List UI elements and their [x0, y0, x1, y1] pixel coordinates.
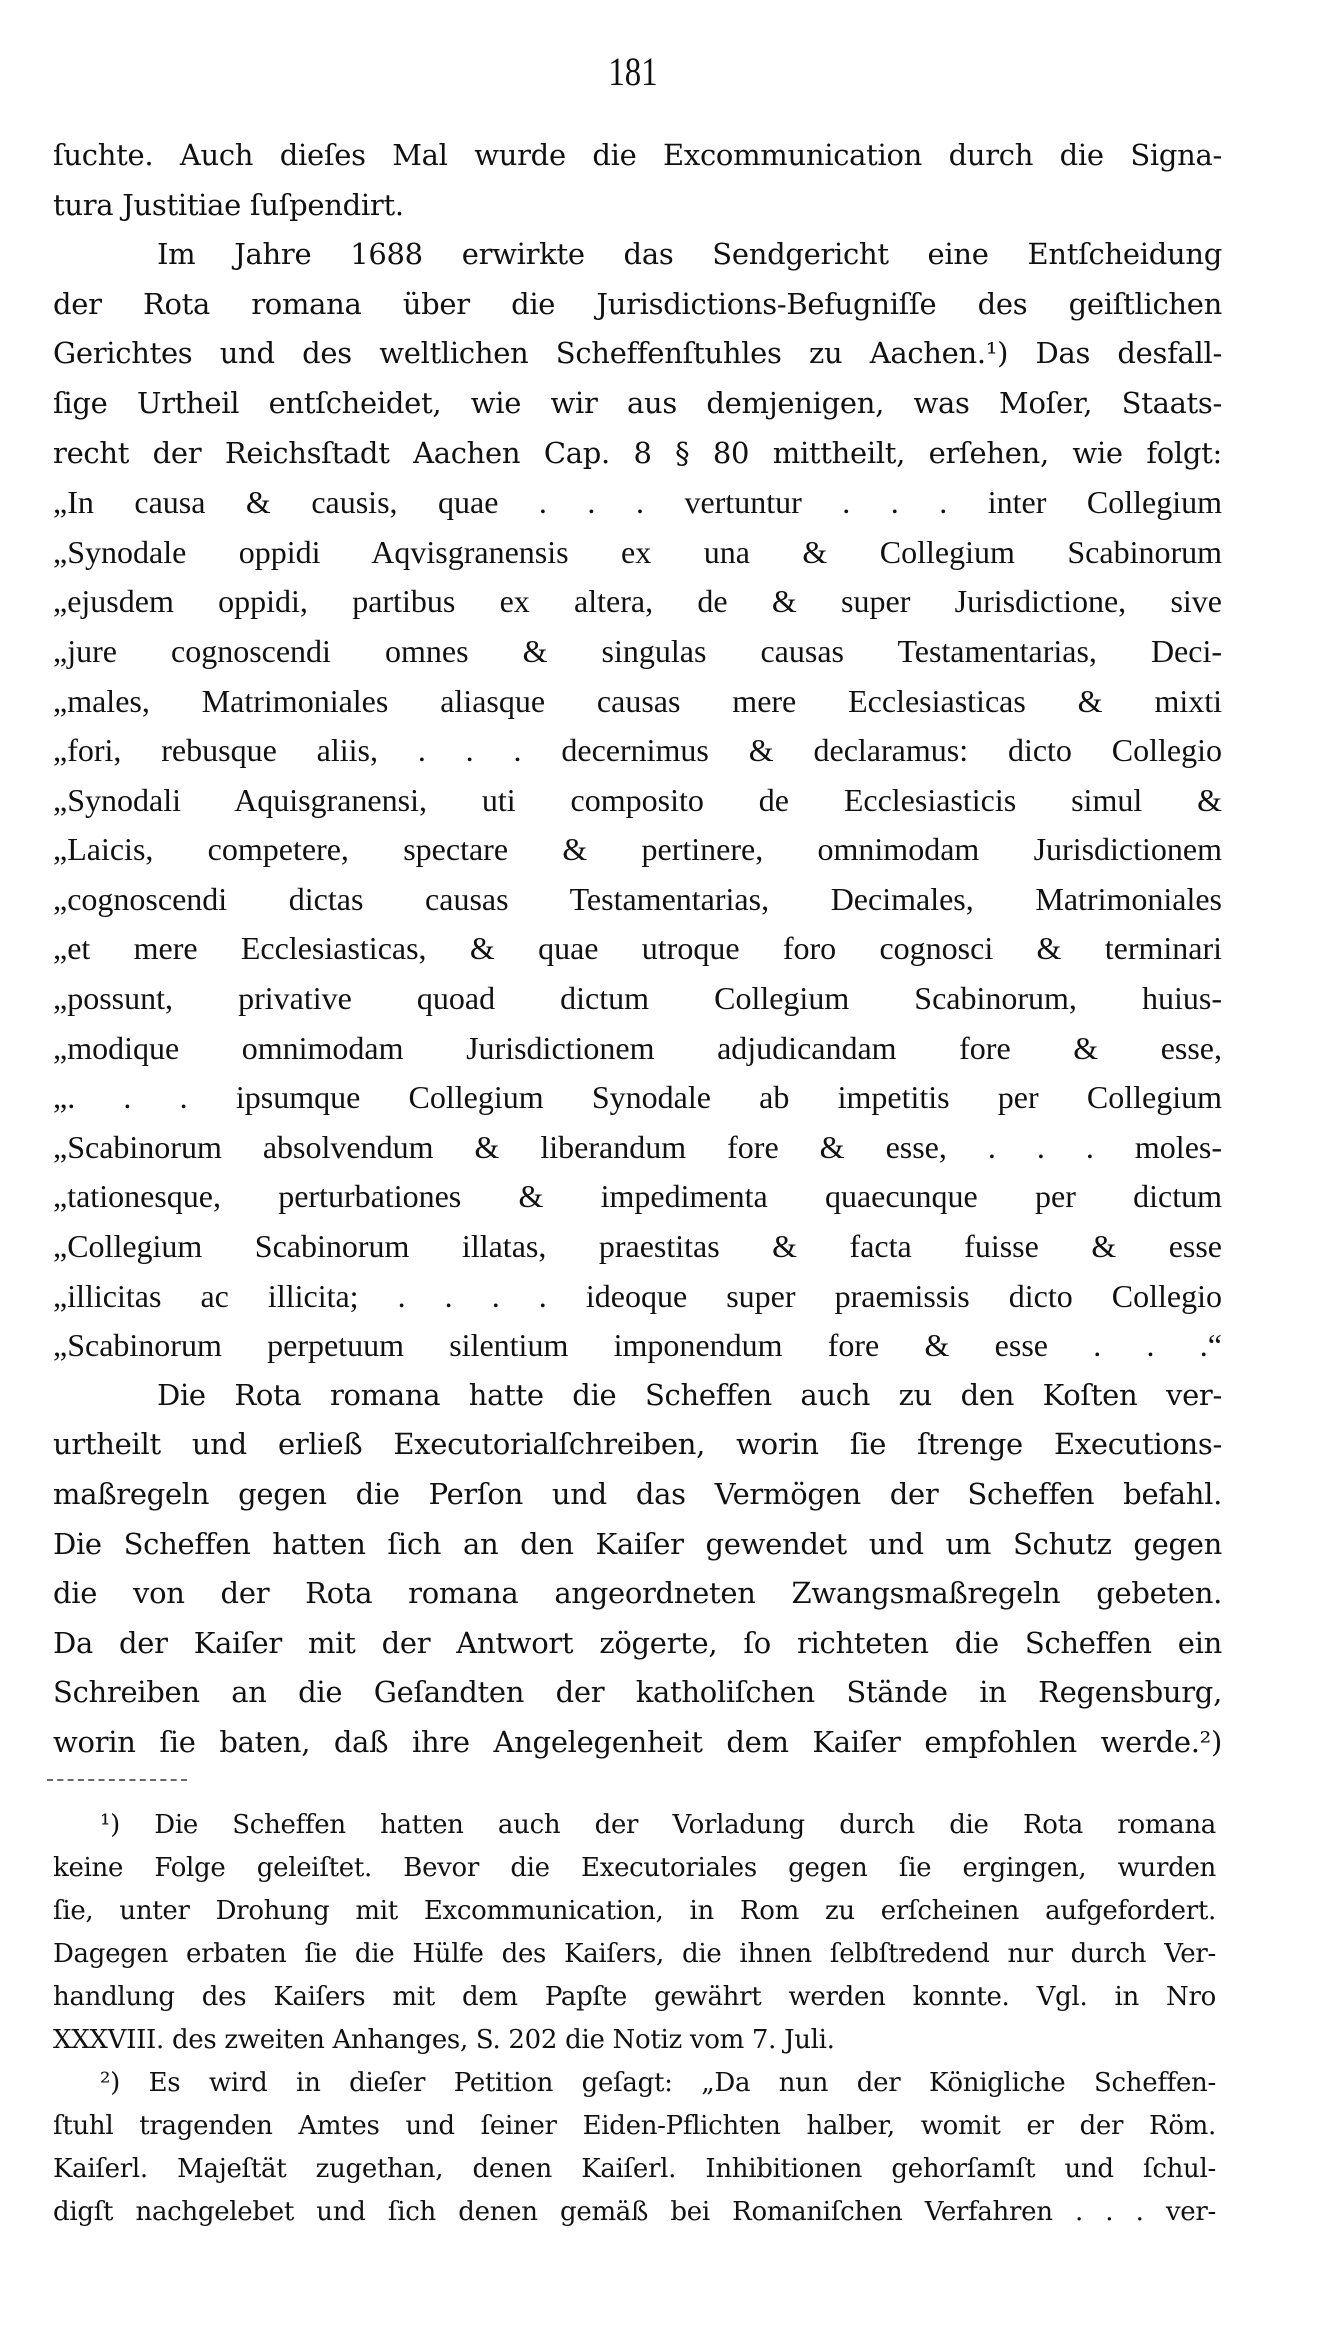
footnote-line-text: ²) Es wird in dieſer Petition geſagt: „Da nun der Königliche Scheffen- [100, 2068, 1216, 2098]
body-line-19 [53, 1026, 1222, 1070]
footnote-line-text: ¹) Die Scheffen hatten auch der Vorladung durch die Rota romana [100, 1810, 1216, 1840]
body-line-text: maßregeln gegen die Perſon und das Vermögen der Scheffen befahl. [53, 1477, 1222, 1511]
footnote-separator [47, 1779, 187, 1781]
body-line-23 [53, 1224, 1222, 1268]
body-line-text: Gerichtes und des weltlichen Scheffenſtuhles zu Aachen.¹) Das desfall- [53, 336, 1222, 370]
body-line-text: Im Jahre 1688 erwirkte das Sendgericht eine Entſcheidung [157, 237, 1222, 271]
body-line-text: „Scabinorum perpetuum silentium imponendum fore & esse . . .“ [53, 1327, 1222, 1363]
page-number: 181 [608, 49, 658, 94]
body-line-text: „Collegium Scabinorum illatas, praestitas & facta fuisse & esse [53, 1228, 1222, 1264]
body-line-21 [53, 1125, 1222, 1169]
body-line-text: der Rota romana über die Jurisdictions-Befugniſſe des geiſtlichen [53, 287, 1222, 321]
body-line-29 [53, 1522, 1222, 1566]
body-line-30 [53, 1571, 1222, 1615]
body-line-text: Die Scheffen hatten ſich an den Kaiſer gewendet und um Schutz gegen [53, 1527, 1222, 1561]
footnote-1-line-5 [53, 1977, 1216, 2017]
body-line-text: „. . . ipsumque Collegium Synodale ab impetitis per Collegium [53, 1079, 1222, 1115]
body-line-11 [53, 629, 1222, 673]
body-line-text: Schreiben an die Geſandten der katholiſchen Stände in Regensburg, [53, 1675, 1222, 1709]
body-line-text: „males, Matrimoniales aliasque causas mere Ecclesiasticas & mixti [53, 683, 1222, 719]
body-line-text: die von der Rota romana angeordneten Zwangsmaßregeln gebeten. [53, 1576, 1222, 1610]
footnote-1-line-6 [53, 2020, 1216, 2060]
body-line-3 [157, 232, 1222, 276]
body-line-33 [53, 1720, 1222, 1764]
body-line-17 [53, 926, 1222, 970]
body-line-26 [157, 1373, 1222, 1417]
body-line-18 [53, 976, 1222, 1020]
body-line-27 [53, 1422, 1222, 1466]
body-line-10 [53, 579, 1222, 623]
body-line-text: „tationesque, perturbationes & impedimenta quaecunque per dictum [53, 1178, 1222, 1214]
body-line-text: „fori, rebusque aliis, . . . decernimus & declaramus: dicto Collegio [53, 732, 1222, 768]
body-line-text: ſuchte. Auch dieſes Mal wurde die Excommunication durch die Signa- [53, 138, 1222, 172]
body-line-6 [53, 381, 1222, 425]
body-line-32 [53, 1670, 1222, 1714]
body-line-text: tura Justitiae ſuſpendirt. [53, 188, 404, 222]
footnote-line-text: ſie, unter Drohung mit Excommunication, in Rom zu erſcheinen aufgefordert. [53, 1896, 1216, 1926]
body-line-text: „ejusdem oppidi, partibus ex altera, de & super Jurisdictione, sive [53, 583, 1222, 619]
body-line-14 [53, 778, 1222, 822]
body-line-15 [53, 827, 1222, 871]
body-line-text: ſige Urtheil entſcheidet, wie wir aus demjenigen, was Moſer, Staats- [53, 386, 1222, 420]
body-line-text: „jure cognoscendi omnes & singulas causas Testamentarias, Deci- [53, 633, 1222, 669]
body-line-22 [53, 1174, 1222, 1218]
body-line-text: Da der Kaiſer mit der Antwort zögerte, ſo richteten die Scheffen ein [53, 1626, 1222, 1660]
footnote-2-line-2 [53, 2106, 1216, 2146]
body-line-20 [53, 1075, 1222, 1119]
body-line-text: urtheilt und erließ Executorialſchreiben, worin ſie ſtrenge Executions- [53, 1427, 1222, 1461]
footnote-line-text: digſt nachgelebet und ſich denen gemäß bei Romaniſchen Verfahren . . . ver- [53, 2197, 1216, 2227]
body-line-text: „modique omnimodam Jurisdictionem adjudicandam fore & esse, [53, 1030, 1222, 1066]
body-line-text: worin ſie baten, daß ihre Angelegenheit dem Kaiſer empfohlen werde.²) [53, 1725, 1222, 1759]
body-line-5 [53, 331, 1222, 375]
footnote-line-text: Kaiſerl. Majeſtät zugethan, denen Kaiſerl. Inhibitionen gehorſamſt und ſchul- [53, 2154, 1216, 2184]
body-line-text: „Synodale oppidi Aqvisgranensis ex una & Collegium Scabinorum [53, 534, 1222, 570]
body-line-text: recht der Reichsſtadt Aachen Cap. 8 § 80 mittheilt, erſehen, wie folgt: [53, 436, 1222, 470]
body-line-text: „Synodali Aquisgranensi, uti composito de Ecclesiasticis simul & [53, 782, 1222, 818]
body-line-31 [53, 1621, 1222, 1665]
body-line-text: „et mere Ecclesiasticas, & quae utroque foro cognosci & terminari [53, 930, 1222, 966]
body-line-8 [53, 480, 1222, 524]
footnote-line-text: ſtuhl tragenden Amtes und ſeiner Eiden-Pflichten halber, womit er der Röm. [53, 2111, 1216, 2141]
body-line-4 [53, 282, 1222, 326]
body-line-text: „possunt, privative quoad dictum Collegium Scabinorum, huius- [53, 980, 1222, 1016]
footnote-line-text: keine Folge geleiſtet. Bevor die Executoriales gegen ſie ergingen, wurden [53, 1853, 1216, 1883]
body-line-text: „Scabinorum absolvendum & liberandum fore & esse, . . . moles- [53, 1129, 1222, 1165]
body-line-9 [53, 530, 1222, 574]
footnote-2-line-1 [100, 2063, 1216, 2103]
footnote-1-line-4 [53, 1934, 1216, 1974]
body-line-text: „illicitas ac illicita; . . . . ideoque super praemissis dicto Collegio [53, 1278, 1222, 1314]
footnote-2-line-3 [53, 2149, 1216, 2189]
body-line-text: „Laicis, competere, spectare & pertinere, omnimodam Jurisdictionem [53, 831, 1222, 867]
footnote-1-line-3 [53, 1891, 1216, 1931]
body-line-7 [53, 431, 1222, 475]
body-line-24 [53, 1274, 1222, 1318]
footnote-1-line-2 [53, 1848, 1216, 1888]
body-line-16 [53, 877, 1222, 921]
body-line-text: „In causa & causis, quae . . . vertuntur . . . inter Collegium [53, 484, 1222, 520]
footnote-line-text: handlung des Kaiſers mit dem Papſte gewährt werden konnte. Vgl. in Nro [53, 1982, 1216, 2012]
footnote-line-text: Dagegen erbaten ſie die Hülfe des Kaiſers, die ihnen ſelbſtredend nur durch Ver- [53, 1939, 1216, 1969]
body-line-1 [53, 133, 1222, 177]
body-line-text: Die Rota romana hatte die Scheffen auch zu den Koſten ver- [157, 1378, 1222, 1412]
footnote-1-line-1 [100, 1805, 1216, 1845]
body-line-2 [53, 183, 1222, 227]
body-line-13 [53, 728, 1222, 772]
footnote-2-line-4 [53, 2192, 1216, 2232]
body-line-28 [53, 1472, 1222, 1516]
body-line-12 [53, 679, 1222, 723]
footnote-line-text: XXXVIII. des zweiten Anhanges, S. 202 die Notiz vom 7. Juli. [53, 2025, 835, 2055]
body-line-25 [53, 1323, 1222, 1367]
body-line-text: „cognoscendi dictas causas Testamentarias, Decimales, Matrimoniales [53, 881, 1222, 917]
